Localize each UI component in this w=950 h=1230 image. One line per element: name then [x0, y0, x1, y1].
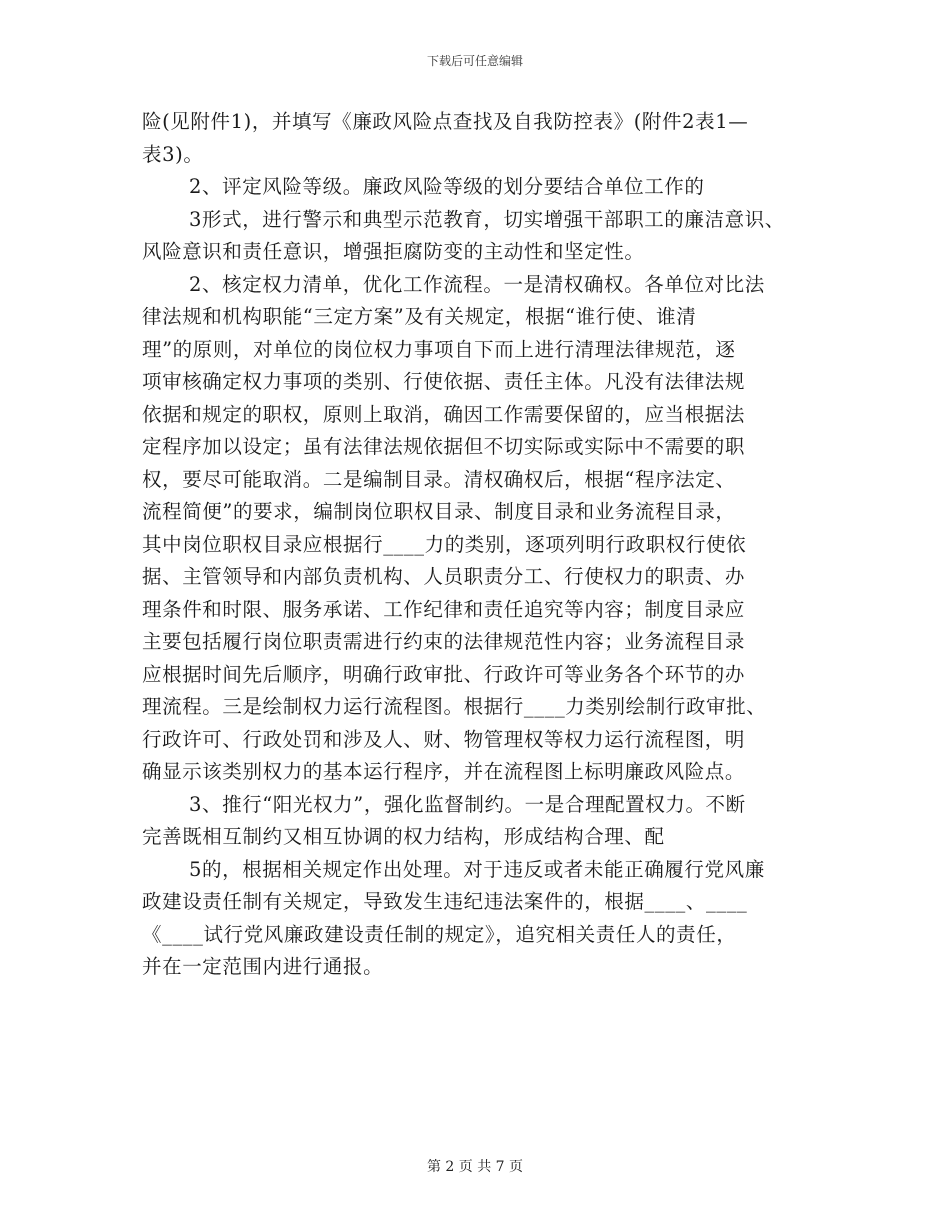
text-line: 风险意识和责任意识，增强拒腐防变的主动性和坚定性。 — [142, 240, 645, 263]
text-line: 其中岗位职权目录应根据行____力的类别，逐项列明行政职权行使依 — [142, 532, 747, 556]
text-line: 表3)。 — [142, 142, 204, 166]
text-line: 《____试行党风廉政建设责任制的规定》，追究相关责任人的责任， — [142, 922, 737, 946]
text-line: 5的，根据相关规定作出处理。对于违反或者未能正确履行党风廉 — [189, 857, 765, 881]
document-body — [142, 106, 822, 984]
text-line: 项审核确定权力事项的类别、行使依据、责任主体。凡没有法律法规 — [142, 370, 746, 393]
text-line: 理条件和时限、服务承诺、工作纪律和责任追究等内容；制度目录应 — [142, 597, 746, 621]
page-header: 下载后可任意编辑 — [426, 54, 523, 68]
text-line: 理流程。三是绘制权力运行流程图。根据行____力类别绘制行政审批、 — [142, 695, 767, 718]
page-number: 第 2 页 共 7 页 — [426, 1159, 524, 1175]
text-line: 确显示该类别权力的基本运行程序，并在流程图上标明廉政风险点。 — [142, 760, 746, 783]
text-line: 理”的原则，对单位的岗位权力事项自下而上进行清理法律规范，逐 — [142, 337, 736, 361]
text-line: 2、评定风险等级。廉政风险等级的划分要结合单位工作的 — [189, 175, 705, 198]
text-line: 律法规和机构职能“三定方案”及有关规定，根据“谁行使、谁清 — [142, 305, 697, 328]
text-line: 并在一定范围内进行通报。 — [142, 955, 384, 978]
text-line: 2、核定权力清单，优化工作流程。一是清权确权。各单位对比法 — [189, 272, 765, 296]
text-line: 流程简便”的要求，编制岗位职权目录、制度目录和业务流程目录， — [142, 500, 736, 523]
text-line: 险(见附件1)，并填写《廉政风险点查找及自我防控表》(附件2表1— — [142, 110, 749, 133]
text-line: 政建设责任制有关规定，导致发生违纪违法案件的，根据____、____ — [142, 890, 748, 913]
text-line: 3、推行“阳光权力”，强化监督制约。一是合理配置权力。不断 — [189, 792, 746, 816]
text-line: 据、主管领导和内部负责机构、人员职责分工、行使权力的职责、办 — [142, 565, 746, 588]
text-line: 主要包括履行岗位职责需进行约束的法律规范性内容；业务流程目录 — [142, 630, 746, 653]
text-line: 依据和规定的职权，原则上取消，确因工作需要保留的，应当根据法 — [142, 402, 746, 426]
text-line: 应根据时间先后顺序，明确行政审批、行政许可等业务各个环节的办 — [142, 662, 746, 686]
text-line: 定程序加以设定；虽有法律法规依据但不切实际或实际中不需要的职 — [142, 435, 746, 458]
text-line: 权，要尽可能取消。二是编制目录。清权确权后，根据“程序法定、 — [142, 467, 736, 491]
text-line: 3形式，进行警示和典型示范教育，切实增强干部职工的廉洁意识、 — [189, 207, 785, 231]
text-line: 行政许可、行政处罚和涉及人、财、物管理权等权力运行流程图，明 — [142, 727, 746, 751]
text-line: 完善既相互制约又相互协调的权力结构，形成结构合理、配 — [142, 825, 665, 848]
